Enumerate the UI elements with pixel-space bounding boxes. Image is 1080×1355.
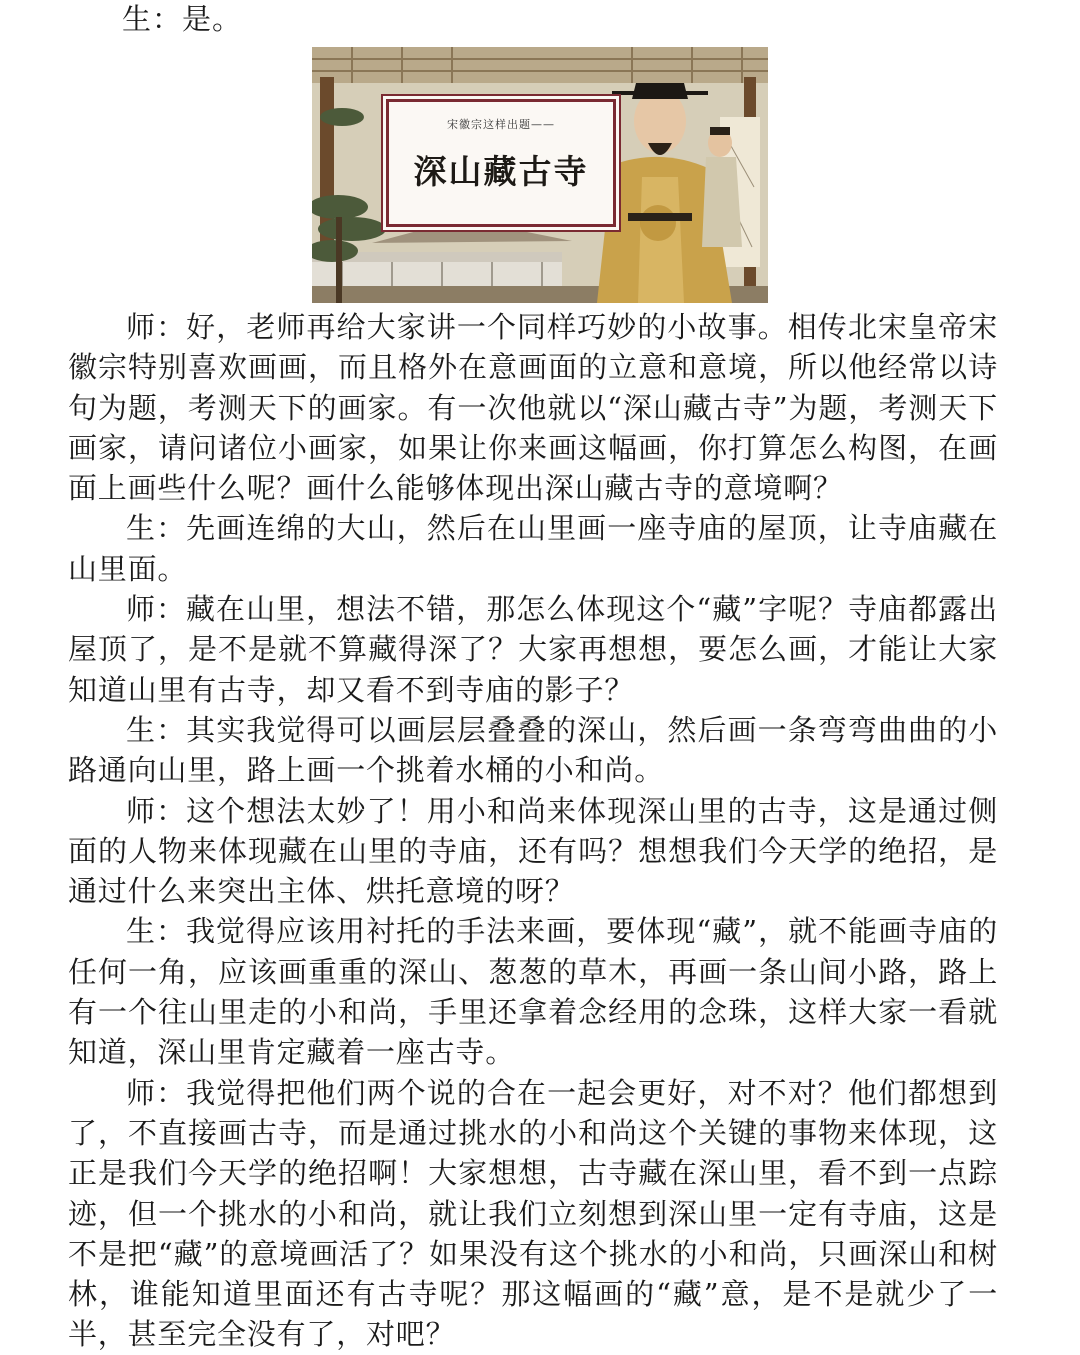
dialogue-paragraph: 师：藏在山里，想法不错，那怎么体现这个“藏”字呢？寺庙都露出屋顶了，是不是就不算藏得深了？大家再想想，要怎么画，才能让大家知道山里有古寺，却又看不到寺庙的影子？ [68, 592, 998, 707]
dialogue-paragraph: 生：先画连绵的大山，然后在山里画一座寺庙的屋顶，让寺庙藏在山里面。 [68, 511, 998, 586]
dialogue-paragraph: 师：我觉得把他们两个说的合在一起会更好，对不对？他们都想到了，不直接画古寺，而是通过挑水的小和尚这个关键的事物来体现，这正是我们今天学的绝招啊！大家想想，古寺藏在深山里，看不到一点踪迹，但一个挑水的小和尚，就让我们立刻想到深山里一定有寺庙，这是不是把“藏”的意境画活了？如果没有这个挑水的小和尚，只画深山和树林，谁能知道里面还有古寺呢？那这幅画的“藏”意，是不是就少了一半，甚至完全没有了，对吧？ [68, 1075, 998, 1352]
banner-subtitle: 宋徽宗这样出题—— [447, 118, 555, 131]
illustration-image [312, 47, 768, 303]
title-banner [386, 99, 616, 227]
dialogue-body [68, 307, 998, 1355]
dialogue-paragraph: 生：其实我觉得可以画层层叠叠的深山，然后画一条弯弯曲曲的小路通向山里，路上画一个挑着水桶的小和尚。 [68, 712, 998, 788]
dialogue-paragraph: 生：我觉得应该用衬托的手法来画，要体现“藏”，就不能画寺庙的任何一角，应该画重重的深山、葱葱的草木，再画一条山间小路，路上有一个往山里走的小和尚，手里还拿着念经用的念珠，这样大家一看就知道，深山里肯定藏着一座古寺。 [68, 914, 998, 1070]
dialogue-paragraph: 师：好，老师再给大家讲一个同样巧妙的小故事。相传北宋皇帝宋徽宗特别喜欢画画，而且格外在意画面的立意和意境，所以他经常以诗句为题，考测天下的画家。有一次他就以“深山藏古寺”为题，考测天下画家，请问诸位小画家，如果让你来画这幅画，你打算怎么构图，在画面上画些什么呢？画什么能够体现出深山藏古寺的意境啊？ [68, 310, 998, 506]
dialogue-paragraph: 师：这个想法太妙了！用小和尚来体现深山里的古寺，这是通过侧面的人物来体现藏在山里的寺庙，还有吗？想想我们今天学的绝招，是通过什么来突出主体、烘托意境的呀？ [68, 793, 998, 909]
dialogue-line: 生：是。 [122, 2, 243, 36]
banner-title: 深山藏古寺 [413, 152, 589, 191]
